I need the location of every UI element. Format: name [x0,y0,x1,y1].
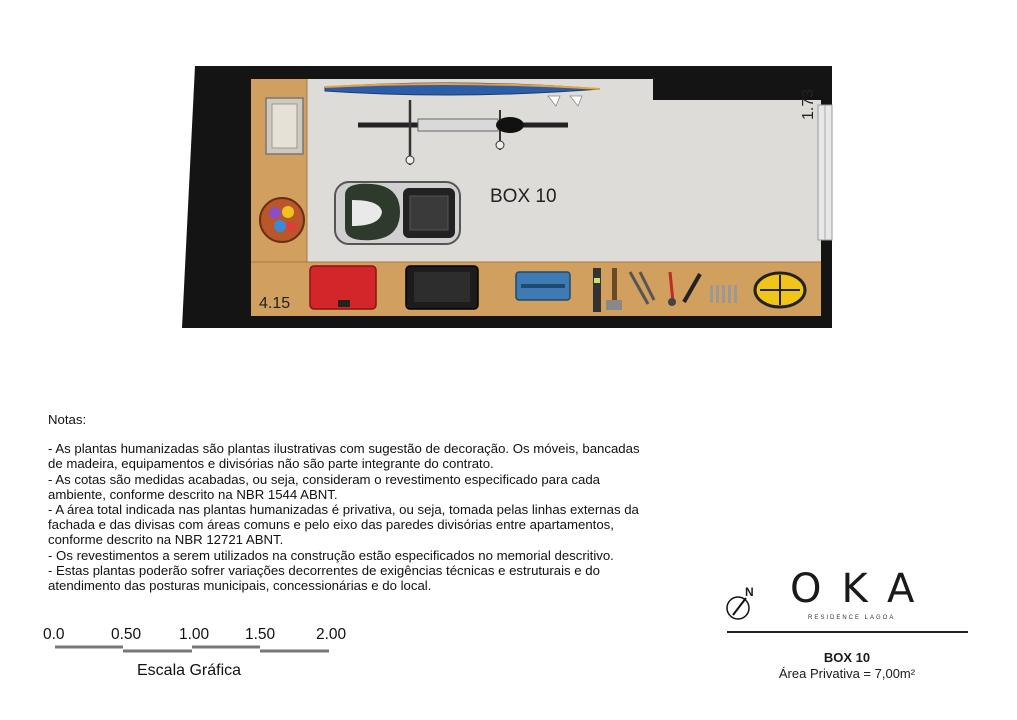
stroller-icon [335,182,460,244]
wall-notch [653,79,821,100]
note-line: - As plantas humanizadas são plantas ilustrativas com sugestão de decoração. Os móveis, bancadas de madeira, equipamentos e divisórias não são parte integrante do contrato. [48,441,640,472]
note-line: - Os revestimentos a serem utilizados na construção estão especificados no memorial descritivo. [48,547,614,563]
level-icon [593,268,601,312]
note-line: - Estas plantas poderão sofrer variações decorrentes de exigências técnicas e estruturais e do atendimento das posturas municipais, concessionárias e do local. [48,562,600,594]
scale-label-4: 2.00 [316,626,347,643]
note-line: - As cotas são medidas acabadas, ou seja, consideram o revestimento especificado para cada ambiente, conforme descrito na NBR 1544 ABNT. [48,471,600,502]
north-label: N [745,585,754,599]
brand-tagline: RESIDENCE LAGOA [808,615,896,621]
scale-bar [55,647,329,651]
brand-logo: OKA [790,566,935,612]
scale-label-1: 0.50 [111,626,142,643]
notes-section [48,412,648,593]
helmet-icon [755,273,805,307]
note-line: - A área total indicada nas plantas humanizadas é privativa, ou seja, tomada pelas linhas externas da fachada e das divisas com áreas comuns e pelo eixo das paredes divisórias entre apartamentos, conforme descrito na NBR 12721 ABNT. [48,502,639,548]
scale-label-3: 1.50 [245,626,276,643]
north-arrow-icon [727,597,749,619]
scale-label-0: 0.0 [43,626,65,643]
scale-label-2: 1.00 [179,626,210,643]
box-title: BOX 10 [823,650,871,665]
storage-box-icon [266,98,303,154]
black-suitcase-icon [406,266,478,309]
dimension-depth: 1.73 [800,88,817,120]
room-label: BOX 10 [490,186,557,207]
scale-caption: Escala Gráfica [137,662,242,679]
notes-title: Notas: [48,412,87,427]
box-area: Área Privativa = 7,00m² [778,666,916,681]
toolbox-icon [516,272,570,300]
dimension-width: 4.15 [259,295,291,312]
toy-basket-icon [260,198,304,242]
red-suitcase-icon [310,266,376,309]
